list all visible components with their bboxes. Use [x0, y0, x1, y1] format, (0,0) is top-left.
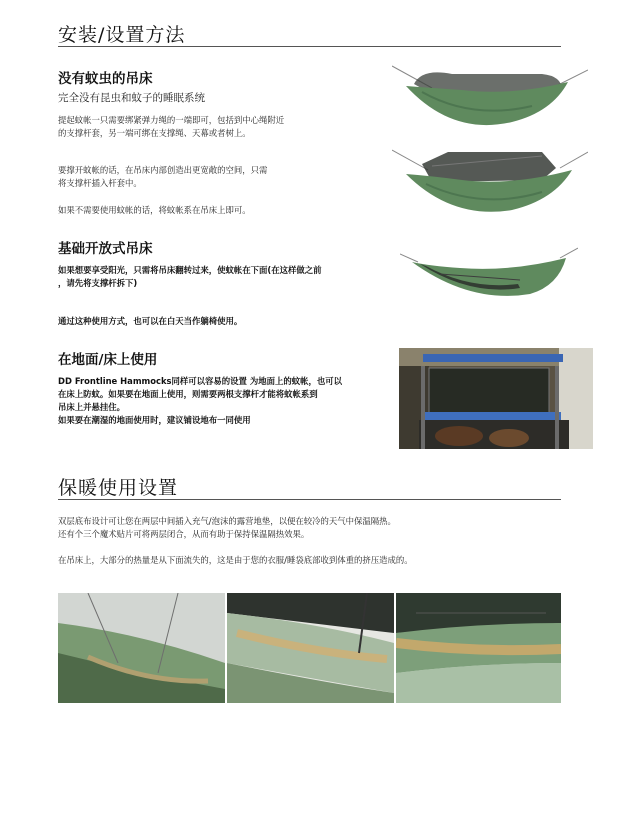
pad-insert-photo-3	[396, 593, 561, 703]
text-line: 提起蚊帐一只需要绑紧弹力绳的一端即可，包括到中心绳附近	[58, 115, 285, 125]
heading-ground-bed-use: 在地面/床上使用	[58, 352, 158, 368]
heading-open-hammock: 基础开放式吊床	[58, 241, 153, 257]
paragraph-raise-net	[58, 114, 284, 140]
section-title-warm: 保暖使用设置	[58, 477, 179, 499]
section-title-install: 安装/设置方法	[58, 24, 186, 46]
subtitle-bug-free: 完全没有昆虫和蚊子的睡眠系统	[58, 92, 205, 104]
heading-no-mosquito-hammock: 没有蚊虫的吊床	[58, 71, 153, 87]
text-line: 的支撑杆套，另一端可绑在支撑绳、天幕或者树上。	[58, 128, 251, 138]
title-divider	[58, 46, 561, 47]
text-line: 还有个三个魔术贴片可将两层闭合，从而有助于保持保温隔热效果。	[58, 529, 310, 539]
pad-insert-photo-1	[58, 593, 225, 703]
hammock-with-net-image	[392, 60, 588, 136]
paragraph-ground-use	[58, 375, 342, 427]
text-line: 如果想要享受阳光，只需将吊床翻转过来，使蚊帐在下面(在这样做之前	[58, 265, 322, 275]
paragraph-spreader-poles	[58, 164, 267, 190]
pad-insert-photo-2	[227, 593, 394, 703]
text-line: 在床上防蚊。如果要在地面上使用，则需要两根支撑杆才能将蚊帐系到	[58, 389, 318, 399]
hammock-spreader-image	[392, 146, 588, 222]
text-line: 如果要在潮湿的地面使用时，建议铺设地布一同使用	[58, 415, 251, 425]
text-line: 将支撑杆插入杆套中。	[58, 178, 142, 188]
paragraph-heat-loss: 在吊床上，大部分的热量是从下面流失的，这是由于您的衣服/睡袋底部收到体重的挤压造成的。	[58, 555, 413, 565]
text-line: 吊床上并悬挂住。	[58, 402, 125, 412]
hammock-flipped-image	[400, 244, 578, 310]
paragraph-flip-hammock	[58, 264, 321, 290]
text-line: 要撑开蚊帐的话，在吊床内部创造出更宽敞的空间，只需	[58, 165, 268, 175]
text-line: ，请先将支撑杆拆下)	[58, 278, 138, 288]
paragraph-double-layer	[58, 515, 396, 541]
paragraph-no-net: 如果不需要使用蚊帐的话，将蚊帐系在吊床上即可。	[58, 205, 251, 215]
bunk-bed-net-photo	[399, 348, 593, 449]
text-line: 双层底布设计可让您在两层中间插入充气/泡沫的露营地垫，以便在较冷的天气中保温隔热。	[58, 516, 396, 526]
text-line: DD Frontline Hammocks同样可以容易的设置 为地面上的蚊帐，也可以	[58, 376, 342, 386]
title-divider	[58, 499, 561, 500]
paragraph-daytime-chair: 通过这种使用方式，也可以在白天当作躺椅使用。	[58, 316, 243, 326]
